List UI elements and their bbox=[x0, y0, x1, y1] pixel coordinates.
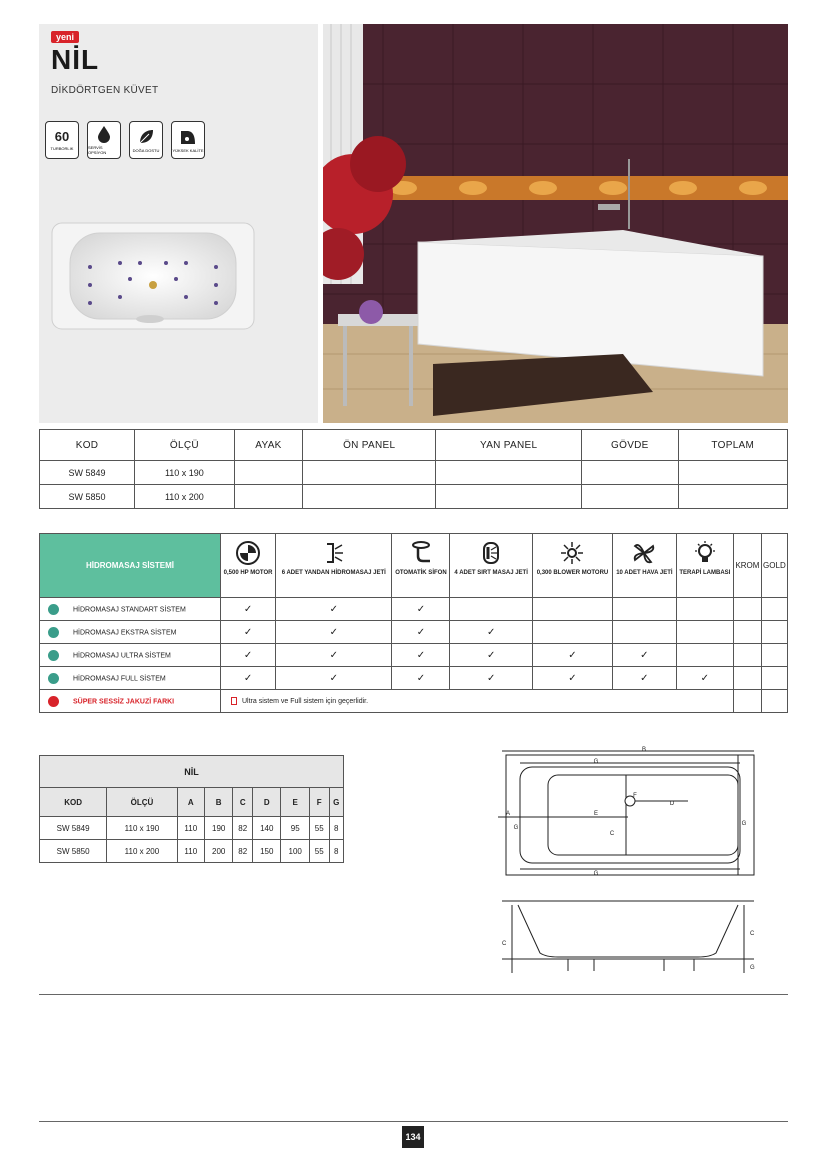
table-cell: 55 bbox=[309, 817, 329, 840]
product-title: NİL bbox=[51, 44, 100, 75]
table-cell bbox=[436, 485, 582, 509]
system-row-label: HİDROMASAJ STANDART SİSTEM bbox=[40, 598, 221, 621]
table-cell bbox=[761, 690, 787, 713]
check-mark-icon: ✓ bbox=[613, 644, 676, 667]
column-header: F bbox=[309, 788, 329, 817]
check-mark-icon: ✓ bbox=[221, 644, 276, 667]
status-dot-icon bbox=[48, 650, 59, 661]
table-cell bbox=[613, 598, 676, 621]
table-cell bbox=[234, 485, 302, 509]
table-cell: 150 bbox=[253, 840, 281, 863]
check-mark-icon: ✓ bbox=[450, 667, 532, 690]
pressure-icon: YÜKSEK KALİTE bbox=[171, 121, 205, 159]
status-dot-icon bbox=[48, 604, 59, 615]
table-row bbox=[40, 598, 788, 621]
table-row bbox=[40, 840, 344, 863]
table-cell bbox=[303, 485, 436, 509]
column-header: TOPLAM bbox=[678, 430, 787, 461]
table-cell: 110 bbox=[177, 840, 204, 863]
table-row bbox=[40, 817, 344, 840]
check-mark-icon: ✓ bbox=[276, 667, 392, 690]
table-cell bbox=[761, 667, 787, 690]
system-row-label: HİDROMASAJ EKSTRA SİSTEM bbox=[40, 621, 221, 644]
system-row-label: HİDROMASAJ FULL SİSTEM bbox=[40, 667, 221, 690]
table-cell: 8 bbox=[329, 840, 343, 863]
table-cell: 110 x 200 bbox=[107, 840, 177, 863]
label-g-bottom: G bbox=[593, 871, 599, 877]
check-mark-icon: ✓ bbox=[532, 644, 612, 667]
label-g-top: G bbox=[593, 759, 599, 765]
label-a: A bbox=[505, 811, 511, 817]
check-mark-icon: ✓ bbox=[276, 598, 392, 621]
table-row bbox=[40, 644, 788, 667]
column-blower: 0,300 BLOWER MOTORU bbox=[532, 534, 612, 598]
label-c: C bbox=[609, 831, 615, 837]
table-cell bbox=[734, 667, 762, 690]
label-b-top: B bbox=[641, 747, 647, 753]
hydromassage-header bbox=[40, 534, 788, 598]
table-cell bbox=[761, 621, 787, 644]
label-height-right: C bbox=[750, 931, 755, 937]
column-header: GÖVDE bbox=[582, 430, 679, 461]
footer-divider bbox=[39, 1121, 788, 1122]
check-mark-icon: ✓ bbox=[392, 621, 450, 644]
air-jet-icon bbox=[631, 540, 657, 566]
table-cell: 82 bbox=[233, 840, 253, 863]
column-header: ÖN PANEL bbox=[303, 430, 436, 461]
check-mark-icon: ✓ bbox=[450, 644, 532, 667]
table-cell: 100 bbox=[281, 840, 309, 863]
table-cell: SW 5850 bbox=[40, 840, 107, 863]
column-header: AYAK bbox=[234, 430, 302, 461]
table-cell: 140 bbox=[253, 817, 281, 840]
status-dot-icon bbox=[48, 627, 59, 638]
product-subtitle: DİKDÖRTGEN KÜVET bbox=[51, 85, 159, 96]
table-cell: 110 x 190 bbox=[135, 461, 235, 485]
table-cell: 8 bbox=[329, 817, 343, 840]
dimension-table-header bbox=[40, 788, 344, 817]
table-cell bbox=[734, 598, 762, 621]
table-cell: 110 bbox=[177, 817, 204, 840]
table-cell bbox=[436, 461, 582, 485]
table-cell bbox=[734, 621, 762, 644]
price-table-header bbox=[40, 430, 788, 461]
table-row bbox=[40, 461, 788, 485]
table-cell bbox=[450, 598, 532, 621]
table-cell: 110 x 190 bbox=[107, 817, 177, 840]
table-cell bbox=[234, 461, 302, 485]
column-header: YAN PANEL bbox=[436, 430, 582, 461]
check-mark-icon: ✓ bbox=[221, 598, 276, 621]
label-e: E bbox=[593, 811, 599, 817]
price-table bbox=[39, 429, 788, 509]
water-drop-icon: SERVİS OPSİYON bbox=[87, 121, 121, 159]
table-cell bbox=[761, 644, 787, 667]
dimension-table-title: NİL bbox=[40, 756, 344, 788]
check-mark-icon: ✓ bbox=[676, 667, 734, 690]
label-leg: G bbox=[750, 965, 755, 971]
column-gold: GOLD bbox=[761, 534, 787, 598]
feature-icons bbox=[45, 121, 205, 159]
jet-icon bbox=[321, 540, 347, 566]
table-row bbox=[40, 621, 788, 644]
column-header: ÖLÇÜ bbox=[135, 430, 235, 461]
table-cell bbox=[582, 461, 679, 485]
table-cell: 82 bbox=[233, 817, 253, 840]
table-row bbox=[40, 690, 788, 713]
dimension-table bbox=[39, 755, 344, 863]
column-header: B bbox=[204, 788, 232, 817]
leaf-icon: DOĞA DOSTU bbox=[129, 121, 163, 159]
label-d: D bbox=[669, 801, 675, 807]
column-therapy-lamp: TERAPİ LAMBASI bbox=[676, 534, 734, 598]
new-badge: yeni bbox=[51, 31, 79, 43]
check-mark-icon: ✓ bbox=[276, 644, 392, 667]
label-g-left: G bbox=[513, 825, 519, 831]
column-header: C bbox=[233, 788, 253, 817]
table-cell: 95 bbox=[281, 817, 309, 840]
table-cell bbox=[613, 621, 676, 644]
column-siphon: OTOMATİK SİFON bbox=[392, 534, 450, 598]
table-row bbox=[40, 485, 788, 509]
check-mark-icon: ✓ bbox=[276, 621, 392, 644]
column-header: D bbox=[253, 788, 281, 817]
table-cell: SW 5849 bbox=[40, 461, 135, 485]
siphon-icon bbox=[408, 540, 434, 566]
column-side-jets: 6 ADET YANDAN HİDROMASAJ JETİ bbox=[276, 534, 392, 598]
hydromassage-title: HİDROMASAJ SİSTEMİ bbox=[40, 534, 221, 598]
column-header: E bbox=[281, 788, 309, 817]
table-cell: 55 bbox=[309, 840, 329, 863]
note-box-icon bbox=[231, 697, 237, 705]
check-mark-icon: ✓ bbox=[392, 644, 450, 667]
special-row-note: Ultra sistem ve Full sistem için geçerlidir. bbox=[221, 690, 734, 713]
check-mark-icon: ✓ bbox=[532, 667, 612, 690]
table-cell: SW 5849 bbox=[40, 817, 107, 840]
table-cell bbox=[761, 598, 787, 621]
bathroom-photo bbox=[323, 24, 788, 423]
label-height-left: C bbox=[502, 941, 507, 947]
table-cell bbox=[676, 621, 734, 644]
column-header: G bbox=[329, 788, 343, 817]
table-row bbox=[40, 667, 788, 690]
therapy-lamp-icon bbox=[692, 540, 718, 566]
table-cell: 190 bbox=[204, 817, 232, 840]
page-number: 134 bbox=[402, 1126, 424, 1148]
blower-icon bbox=[559, 540, 585, 566]
status-dot-icon bbox=[48, 673, 59, 684]
tub-top-technical-drawing bbox=[498, 745, 762, 880]
column-motor: 0,500 HP MOTOR bbox=[221, 534, 276, 598]
tub-top-view-image bbox=[50, 215, 256, 335]
table-cell bbox=[676, 644, 734, 667]
column-header: ÖLÇÜ bbox=[107, 788, 177, 817]
tub-side-technical-drawing bbox=[498, 895, 762, 983]
warning-dot-icon bbox=[48, 696, 59, 707]
check-mark-icon: ✓ bbox=[221, 667, 276, 690]
table-cell: 110 x 200 bbox=[135, 485, 235, 509]
column-header: KOD bbox=[40, 430, 135, 461]
check-mark-icon: ✓ bbox=[392, 667, 450, 690]
check-mark-icon: ✓ bbox=[450, 621, 532, 644]
system-row-label: HİDROMASAJ ULTRA SİSTEM bbox=[40, 644, 221, 667]
table-cell bbox=[532, 598, 612, 621]
table-cell bbox=[678, 461, 787, 485]
table-cell bbox=[303, 461, 436, 485]
column-back-jets: 4 ADET SIRT MASAJ JETİ bbox=[450, 534, 532, 598]
label-g-right: G bbox=[741, 821, 747, 827]
table-cell bbox=[676, 598, 734, 621]
back-jet-icon bbox=[478, 540, 504, 566]
table-cell bbox=[532, 621, 612, 644]
table-cell bbox=[678, 485, 787, 509]
table-cell bbox=[734, 690, 762, 713]
special-row-label: SÜPER SESSİZ JAKUZİ FARKI bbox=[40, 690, 221, 713]
column-header: A bbox=[177, 788, 204, 817]
table-cell: 200 bbox=[204, 840, 232, 863]
label-f: F bbox=[633, 793, 637, 799]
table-cell bbox=[734, 644, 762, 667]
table-cell bbox=[582, 485, 679, 509]
check-mark-icon: ✓ bbox=[613, 667, 676, 690]
motor-icon bbox=[235, 540, 261, 566]
hydromassage-table bbox=[39, 533, 788, 713]
column-header: KOD bbox=[40, 788, 107, 817]
table-cell: SW 5850 bbox=[40, 485, 135, 509]
check-mark-icon: ✓ bbox=[392, 598, 450, 621]
feature-60-icon: 60 TURBORLIK bbox=[45, 121, 79, 159]
column-chrome: KROM bbox=[734, 534, 762, 598]
check-mark-icon: ✓ bbox=[221, 621, 276, 644]
column-air-jets: 10 ADET HAVA JETİ bbox=[613, 534, 676, 598]
section-divider bbox=[39, 994, 788, 995]
